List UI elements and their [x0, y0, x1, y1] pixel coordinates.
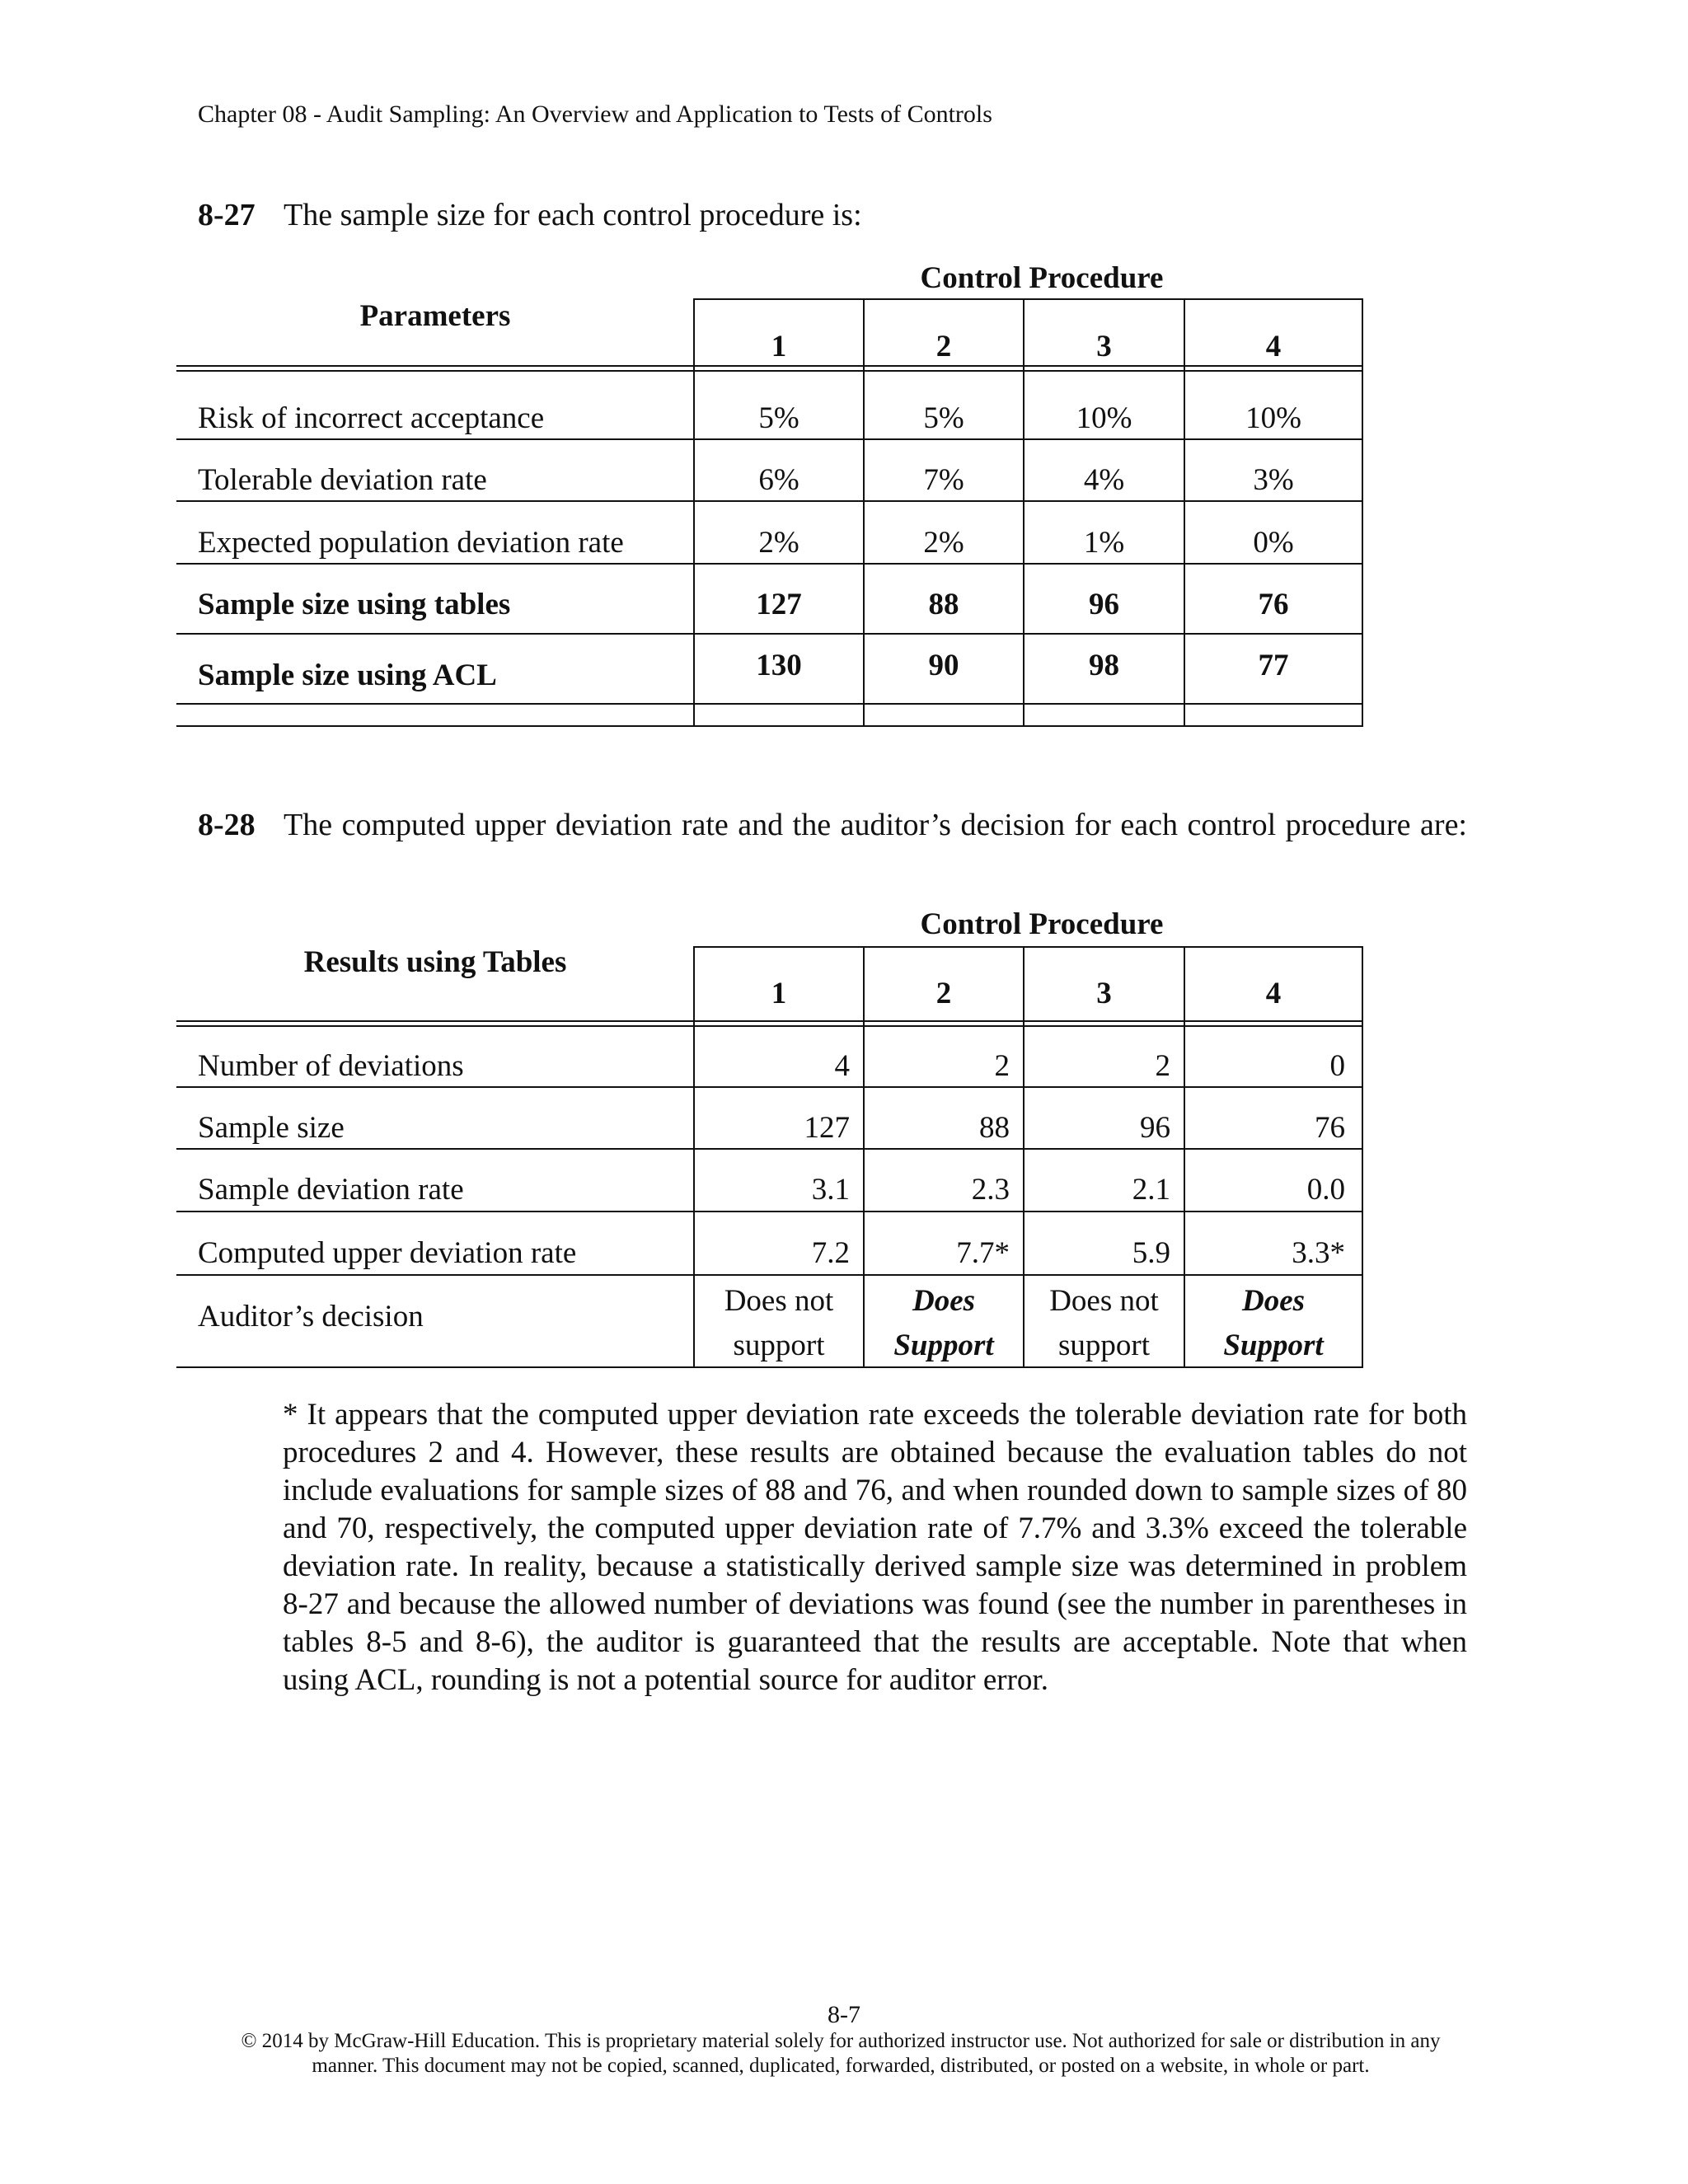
column-header: 3 — [1096, 977, 1112, 1010]
table-cell: 7.2 — [811, 1236, 850, 1270]
table-cell: 88 — [928, 588, 959, 621]
row-label: Expected population deviation rate — [198, 526, 624, 560]
table-cell: 88 — [979, 1111, 1010, 1145]
table-cell: 2.3 — [971, 1173, 1010, 1207]
decision-cell — [1185, 1279, 1362, 1368]
table-cell: 76 — [1315, 1111, 1345, 1145]
table-cell: 5.9 — [1132, 1236, 1170, 1270]
table-cell: 0.0 — [1306, 1173, 1345, 1207]
decision-cell — [1025, 1279, 1184, 1368]
table-cell: 96 — [1089, 588, 1119, 621]
decision-line: Does not — [1049, 1284, 1159, 1318]
table-cell: 127 — [756, 588, 802, 621]
row-label: Computed upper deviation rate — [198, 1236, 577, 1270]
table-cell: 0 — [1329, 1049, 1345, 1083]
decision-line: Support — [893, 1329, 994, 1362]
table-cell: 3.3* — [1292, 1236, 1345, 1270]
problem-number: 8-27 — [198, 198, 256, 232]
table-cell: 7.7* — [956, 1236, 1010, 1270]
table-cell: 10% — [1076, 401, 1132, 435]
row-label: Risk of incorrect acceptance — [198, 401, 545, 435]
table-cell: 1% — [1083, 526, 1125, 560]
row-header: Parameters — [359, 299, 511, 333]
table-cell: 130 — [756, 649, 802, 682]
row-label: Sample size — [198, 1111, 345, 1145]
table-cell: 96 — [1140, 1111, 1170, 1145]
column-header: 2 — [935, 330, 952, 363]
group-header: Control Procedure — [920, 261, 1164, 295]
row-label: Sample deviation rate — [198, 1173, 464, 1207]
decision-line: Does — [1241, 1284, 1306, 1318]
chapter-header: Chapter 08 - Audit Sampling: An Overview and Application to Tests of Controls — [198, 101, 992, 128]
table-cell: 7% — [923, 463, 964, 497]
problem-8-27-statement — [198, 196, 862, 234]
table-cell: 2 — [1155, 1049, 1170, 1083]
table-cell: 6% — [758, 463, 799, 497]
table-cell: 10% — [1245, 401, 1301, 435]
table-cell: 127 — [804, 1111, 850, 1145]
table-cell: 4 — [834, 1049, 850, 1083]
decision-line: Support — [1223, 1329, 1324, 1362]
problem-8-28-statement — [198, 806, 1467, 882]
table-cell: 3.1 — [811, 1173, 850, 1207]
problem-text: The sample size for each control procedure is: — [284, 198, 862, 232]
decision-line: Does not — [724, 1284, 834, 1318]
table-cell: 4% — [1083, 463, 1125, 497]
column-header: 4 — [1265, 330, 1282, 363]
table-cell: 5% — [758, 401, 799, 435]
table-cell: 2.1 — [1132, 1173, 1170, 1207]
table-cell: 3% — [1253, 463, 1294, 497]
column-header: 1 — [771, 977, 787, 1010]
table-cell: 5% — [923, 401, 964, 435]
decision-line: Does — [912, 1284, 976, 1318]
decision-line: support — [1058, 1329, 1150, 1362]
copyright-notice — [198, 2029, 1484, 2079]
table-cell: 90 — [928, 649, 959, 682]
column-header: 2 — [935, 977, 952, 1010]
copyright-line: © 2014 by McGraw-Hill Education. This is proprietary material solely for authorized instructor use. Not authorized for sale or distribution in any — [241, 2030, 1441, 2052]
table-cell: 2 — [994, 1049, 1010, 1083]
decision-cell — [865, 1279, 1023, 1368]
footnote: * It appears that the computed upper deviation rate exceeds the tolerable deviation rate for both procedures 2 and 4. However, these results are obtained because the evaluation tables do not include evaluations for sample sizes of 88 and 76, and when rounded down to sample sizes of 80 and 70, respectively, the computed upper deviation rate of 7.7% and 3.3% exceed the tolerable deviation rate. In reality, because a statistically derived sample size was determined in problem 8-27 and because the allowed number of deviations was found (see the number in parentheses in tables 8-5 and 8-6), the auditor is guaranteed that the results are acceptable. Note that when using ACL, rounding is not a potential source for auditor error. — [283, 1398, 1467, 1697]
table-cell: 2% — [923, 526, 964, 560]
table-cell: 77 — [1258, 649, 1289, 682]
copyright-line: manner. This document may not be copied, scanned, duplicated, forwarded, distributed, or posted on a website, in whole or part. — [312, 2055, 1370, 2077]
group-header: Control Procedure — [920, 907, 1164, 941]
table-cell: 0% — [1253, 526, 1294, 560]
column-header: 1 — [771, 330, 787, 363]
row-label: Sample size using ACL — [198, 658, 497, 692]
decision-line: support — [733, 1329, 825, 1362]
column-header: 3 — [1096, 330, 1112, 363]
table-cell: 98 — [1089, 649, 1119, 682]
row-label: Tolerable deviation rate — [198, 463, 487, 497]
decision-cell — [695, 1279, 863, 1368]
problem-text: The computed upper deviation rate and the auditor’s decision for each control procedure are: — [284, 808, 1467, 842]
problem-number: 8-28 — [198, 808, 256, 842]
row-label: Sample size using tables — [198, 588, 511, 621]
row-label: Number of deviations — [198, 1049, 464, 1083]
column-header: 4 — [1265, 977, 1282, 1010]
row-header: Results using Tables — [303, 945, 567, 979]
page-number: 8-7 — [828, 2001, 860, 2028]
row-label: Auditor’s decision — [198, 1300, 424, 1333]
table-cell: 2% — [758, 526, 799, 560]
table-cell: 76 — [1258, 588, 1289, 621]
